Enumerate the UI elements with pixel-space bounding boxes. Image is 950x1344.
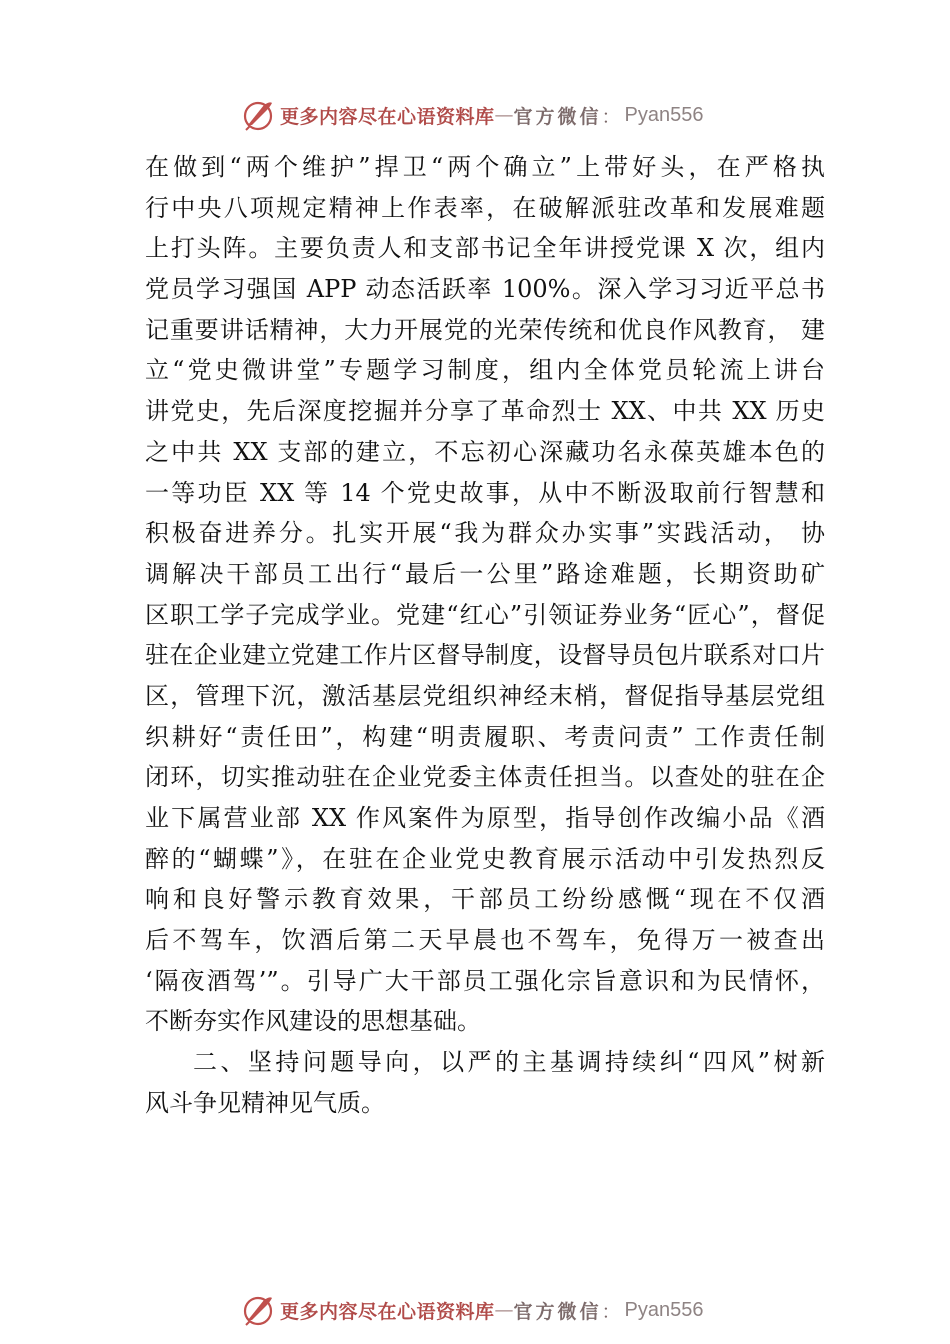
body-line: 行中央八项规定精神上作表率，在破解派驻改革和发展难题: [145, 193, 825, 222]
body-line: 记重要讲话精神，大力开展党的光荣传统和优良作风教育， 建: [145, 315, 825, 344]
body-line: 区职工学子完成学业。党建“红心”引领证券业务“匠心”，督促: [145, 600, 825, 629]
body-line: 驻在企业建立党建工作片区督导制度，设督导员包片联系对口片: [145, 641, 825, 670]
body-line: 上打头阵。主要负责人和支部书记全年讲授党课 X 次，组内: [145, 234, 825, 263]
body-line: 闭环，切实推动驻在企业党委主体责任担当。以查处的驻在企: [145, 763, 825, 792]
section-heading: 二、坚持问题导向，以严的主基调持续纠“四风”树新: [193, 1048, 825, 1077]
header-banner: [240, 95, 704, 135]
body-line: 之中共 XX 支部的建立，不忘初心深藏功名永葆英雄本色的: [145, 437, 825, 466]
banner-title: 更多内容尽在心语资料库: [280, 1300, 495, 1323]
wechat-label: 官方微信: [513, 105, 602, 128]
banner-colon: ：: [601, 105, 621, 128]
banner-separator: —: [494, 104, 514, 126]
body-line: 不断夯实作风建设的思想基础。: [145, 1007, 481, 1036]
banner-separator: —: [494, 1299, 514, 1321]
body-line: 一等功臣 XX 等 14 个党史故事，从中不断汲取前行智慧和: [145, 478, 825, 507]
quill-pen-logo-icon: [240, 97, 276, 133]
body-line: 积极奋进养分。扎实开展“我为群众办实事”实践活动， 协: [145, 519, 825, 548]
body-line: 后不驾车，饮酒后第二天早晨也不驾车，免得万一被查出: [145, 926, 825, 955]
body-line: 区，管理下沉，激活基层党组织神经末梢，督促指导基层党组: [145, 681, 825, 710]
section-heading-continued: 风斗争见精神见气质。: [145, 1088, 385, 1117]
body-line: 党员学习强国 APP 动态活跃率 100%。深入学习习近平总书: [145, 275, 825, 304]
banner-title: 更多内容尽在心语资料库: [280, 105, 495, 128]
quill-pen-logo-icon: [240, 1292, 276, 1328]
body-line: 醉的“蝴蝶”》，在驻在企业党史教育展示活动中引发热烈反: [145, 844, 825, 873]
banner-colon: ：: [601, 1300, 621, 1323]
document-body: [145, 147, 825, 1124]
body-line: 业下属营业部 XX 作风案件为原型，指导创作改编小品《酒: [145, 804, 825, 832]
footer-banner: [240, 1290, 704, 1330]
body-line: 织耕好“责任田”，构建“明责履职、考责问责” 工作责任制: [145, 722, 825, 751]
wechat-label: 官方微信: [513, 1300, 602, 1323]
body-line: 响和良好警示教育效果，干部员工纷纷感慨“现在不仅酒: [145, 885, 825, 914]
body-line: 讲党史，先后深度挖掘并分享了革命烈士 XX、中共 XX 历史: [145, 397, 825, 426]
body-line: 在做到“两个维护”捍卫“两个确立”上带好头，在严格执: [145, 153, 825, 181]
body-line: 立“党史微讲堂”专题学习制度，组内全体党员轮流上讲台: [145, 356, 825, 385]
body-line: ‘隔夜酒驾’”。引导广大干部员工强化宗旨意识和为民情怀，: [145, 966, 825, 995]
wechat-id: Pyan556: [624, 1298, 704, 1321]
body-line: 调解决干部员工出行“最后一公里”路途难题，长期资助矿: [145, 559, 825, 588]
wechat-id: Pyan556: [624, 103, 704, 126]
